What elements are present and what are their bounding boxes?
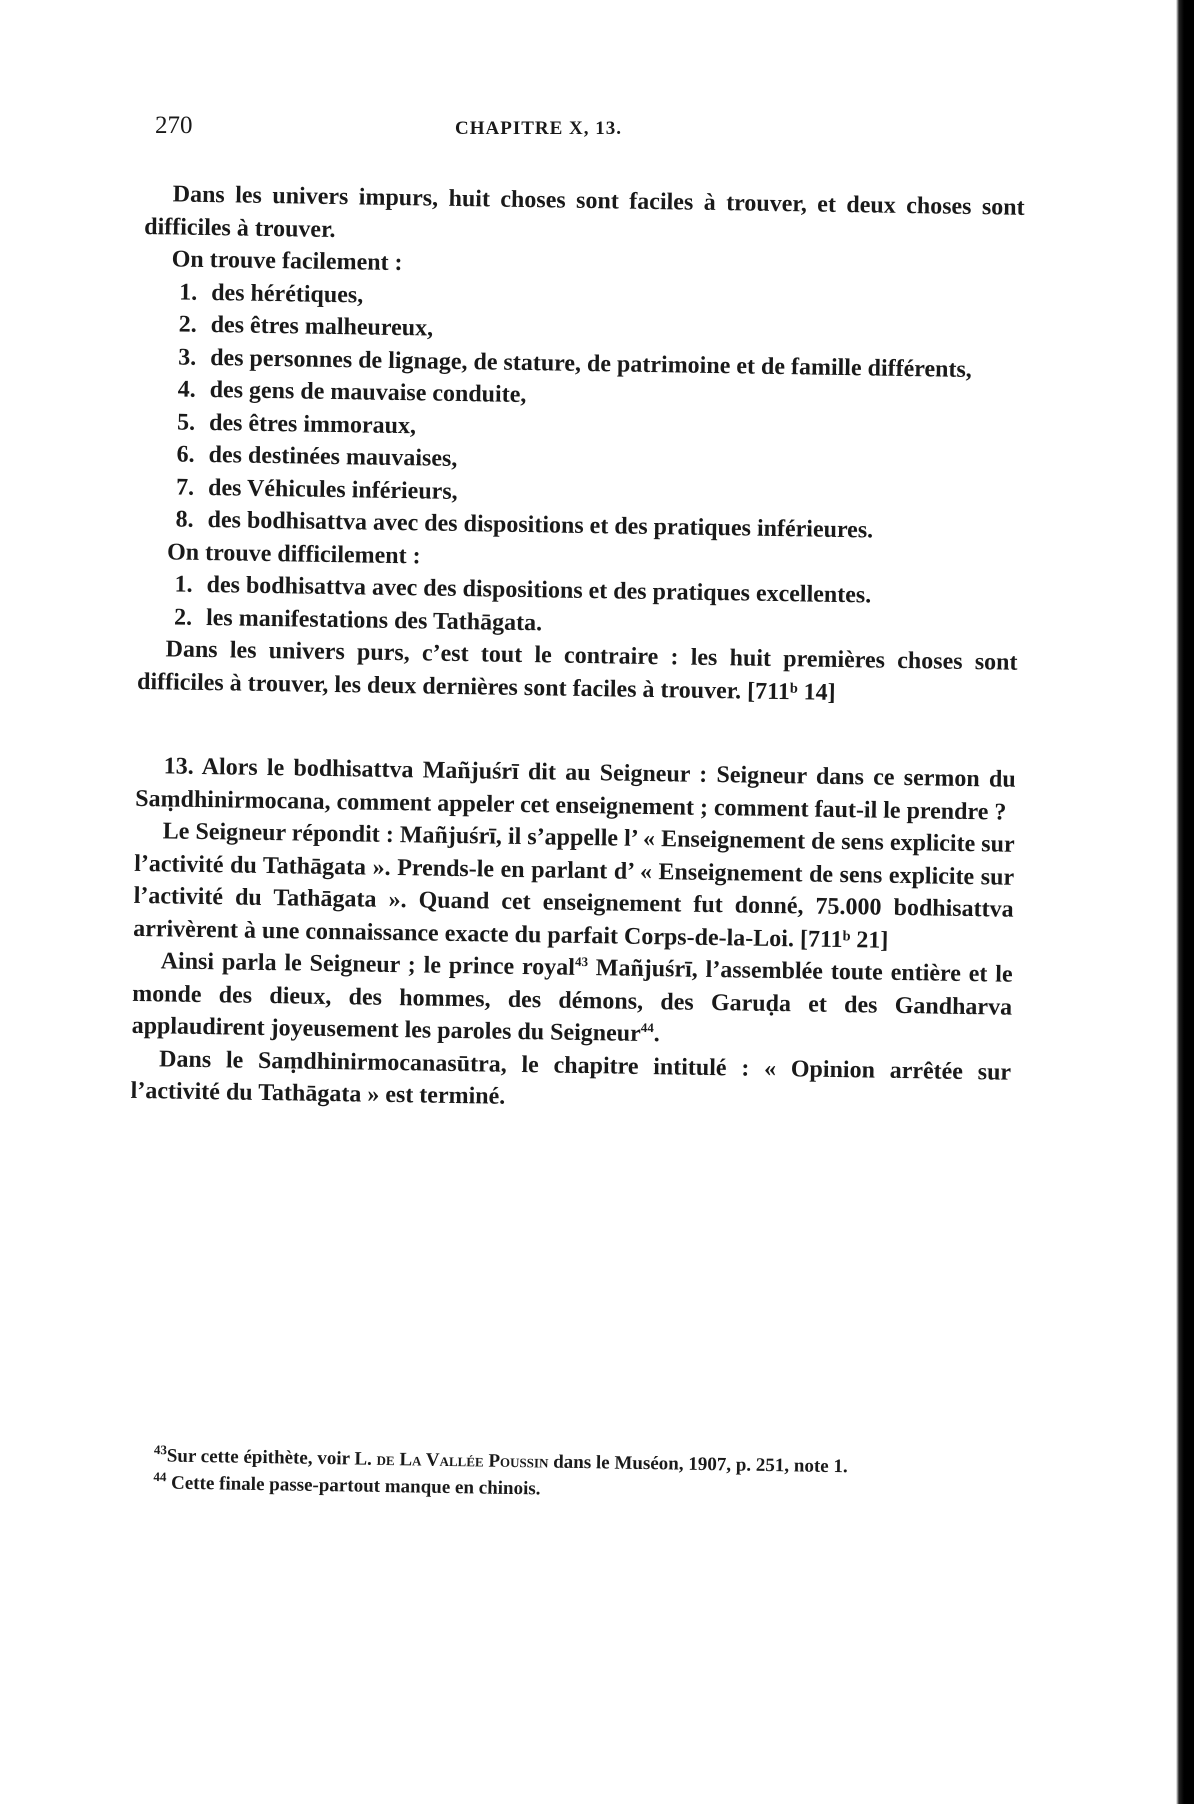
section-13-paragraph: 13. Alors le bodhisattva Mañjuśrī dit au Seigneur : Seigneur dans ce sermon du Saṃdhinirmocana, comment appeler cet enseignement ; comment faut-il le prendre ? (135, 753, 1016, 826)
list-item: 7. des Véhicules inférieurs, (175, 474, 458, 505)
intro-paragraph: Dans les univers impurs, huit choses sont faciles à trouver, et deux choses sont difficiles à trouver. (144, 181, 1025, 243)
page-number: 270 (155, 112, 193, 139)
list-item: 4. des gens de mauvaise conduite, (177, 376, 527, 409)
page-header (155, 112, 1015, 146)
footnote-ref[interactable]: 44 (640, 1019, 654, 1036)
list-item: 6. des destinées mauvaises, (176, 441, 458, 472)
applause-paragraph: Ainsi parla le Seigneur ; le prince royal$^{43}$ Mañjuśrī, l’assemblée toute entière et le monde des dieux, des hommes, des démons, des Garuḍa et des Gandharva applaudirent joyeusement les paroles du Seigneur$^{44}$. (131, 948, 1013, 1048)
footnote-ref[interactable]: 43 (574, 953, 589, 970)
hard-list (138, 568, 1019, 647)
reply-paragraph: Le Seigneur répondit : Mañjuśrī, il s’appelle l’ « Enseignement de sens explicite sur l’activité du Tathāgata ». Prends-le en parlant d’ « Enseignement de sens explicite sur l’activité du Tathāgata ». Quand cet enseignement fut donné, 75.000 bodhisattva arrivèrent à une connaissance exacte du parfait Corps-de-la-Loi. [711ᵇ 21] (133, 818, 1015, 954)
list-item: 8. des bodhisattva avec des dispositions et des pratiques inférieures. (175, 506, 874, 544)
footnote: $^{43}$Sur cette épithète, voir L. de La Vallée Poussin dans le Muséon, 1907, p. 251, note 1. (153, 1442, 848, 1478)
body-text (130, 178, 1024, 1121)
footnotes (131, 1442, 1012, 1510)
list-item: 2. les manifestations des Tathāgata. (173, 604, 543, 636)
pure-universe-paragraph: Dans les univers purs, c’est tout le contraire : les huit premières choses sont difficiles à trouver, les deux dernières sont faciles à trouver. [711ᵇ 14] (136, 636, 1018, 706)
scan-edge-shadow (1176, 0, 1194, 1804)
list-item: 5. des êtres immoraux, (176, 409, 417, 439)
list-item: 3. des personnes de lignage, de stature, de patrimoine et de famille différents, (177, 344, 973, 383)
running-head: CHAPITRE X, 13. (455, 118, 623, 139)
easy-list-label: On trouve facilement : (171, 246, 403, 277)
colophon-paragraph: Dans le Saṃdhinirmocanasūtra, le chapitre intitulé : « Opinion arrêtée sur l’activité du Tathāgata » est terminé. (130, 1045, 1012, 1110)
hard-list-label: On trouve difficilement : (166, 538, 421, 569)
easy-list (139, 275, 1023, 549)
list-item: 1. des bodhisattva avec des dispositions et des pratiques excellentes. (174, 571, 872, 609)
list-item: 1. des hérétiques, (179, 279, 364, 308)
footnote: $^{44}$ Cette finale passe-partout manque en chinois. (153, 1469, 541, 1500)
section-number: 13. (163, 753, 194, 780)
list-item: 2. des êtres malheureux, (178, 311, 434, 342)
